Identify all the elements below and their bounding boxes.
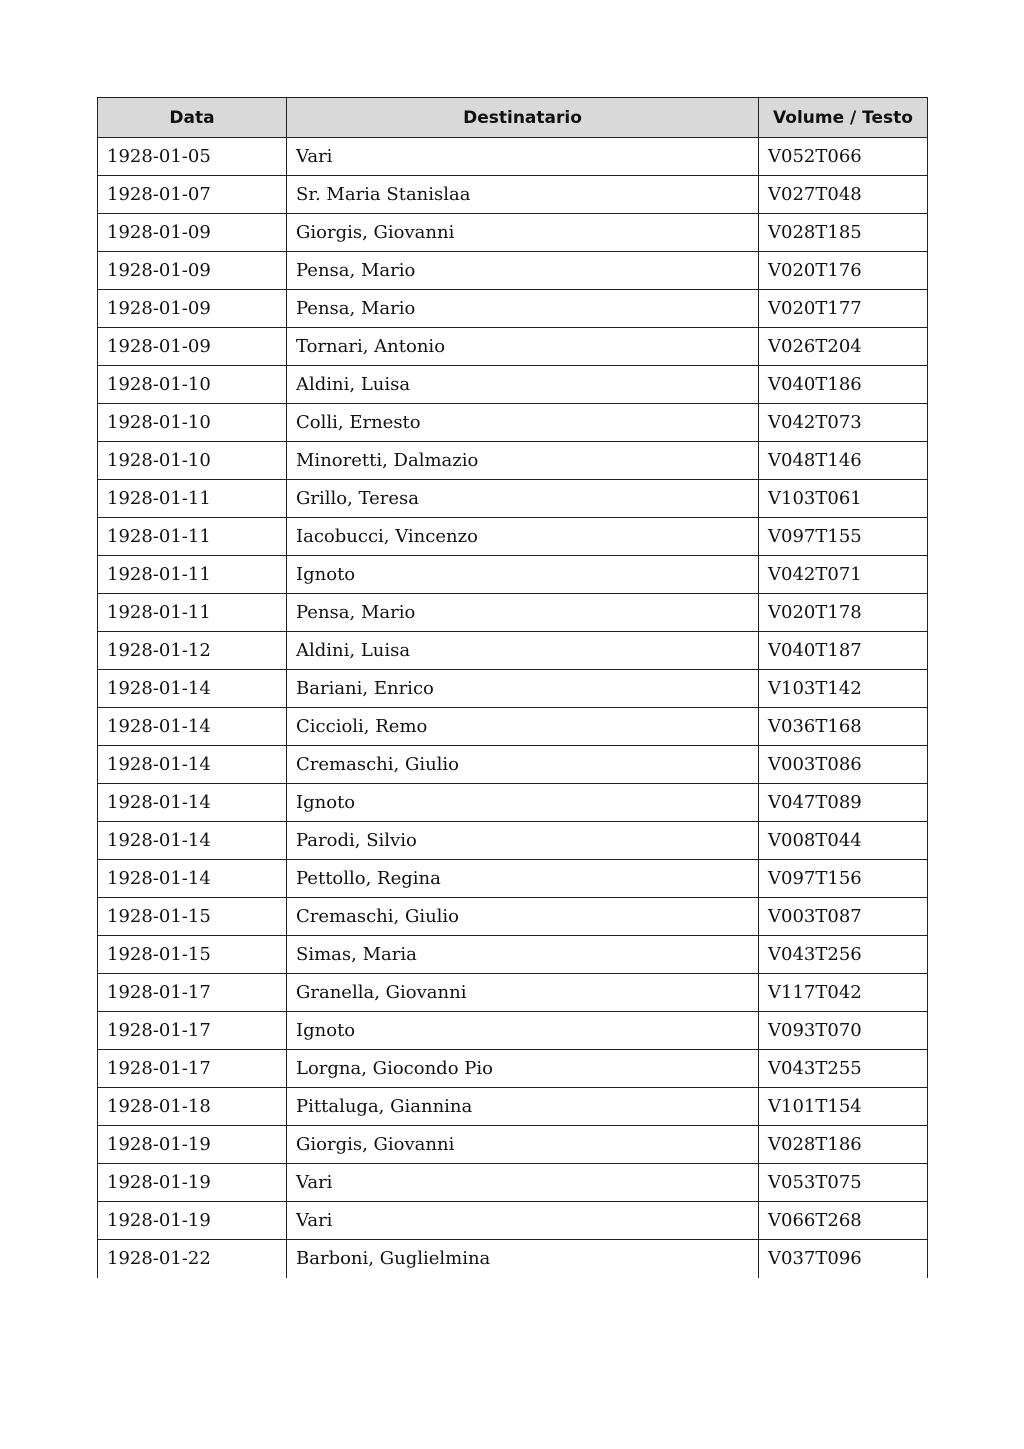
table-row: [98, 784, 928, 822]
table-row: [98, 290, 928, 328]
cell-recipient: Barboni, Guglielmina: [287, 1240, 759, 1278]
cell-recipient: Cremaschi, Giulio: [287, 746, 759, 784]
cell-date: 1928-01-10: [98, 366, 287, 404]
table-row: [98, 936, 928, 974]
cell-date: 1928-01-19: [98, 1126, 287, 1164]
cell-recipient: Ignoto: [287, 1012, 759, 1050]
table-row: [98, 594, 928, 632]
table-row: [98, 632, 928, 670]
table-row: [98, 746, 928, 784]
cell-date: 1928-01-10: [98, 442, 287, 480]
table-row: [98, 366, 928, 404]
cell-recipient: Pettollo, Regina: [287, 860, 759, 898]
cell-recipient: Sr. Maria Stanislaa: [287, 176, 759, 214]
cell-date: 1928-01-18: [98, 1088, 287, 1126]
cell-recipient: Ciccioli, Remo: [287, 708, 759, 746]
cell-recipient: Parodi, Silvio: [287, 822, 759, 860]
cell-recipient: Minoretti, Dalmazio: [287, 442, 759, 480]
table-row: [98, 1164, 928, 1202]
cell-recipient: Tornari, Antonio: [287, 328, 759, 366]
cell-date: 1928-01-14: [98, 822, 287, 860]
cell-date: 1928-01-11: [98, 556, 287, 594]
table-row: [98, 1050, 928, 1088]
table-row: [98, 1202, 928, 1240]
cell-recipient: Aldini, Luisa: [287, 366, 759, 404]
cell-volume: V003T087: [759, 898, 928, 936]
cell-date: 1928-01-15: [98, 936, 287, 974]
cell-date: 1928-01-09: [98, 214, 287, 252]
cell-volume: V097T156: [759, 860, 928, 898]
table-row: [98, 138, 928, 176]
cell-volume: V117T042: [759, 974, 928, 1012]
cell-date: 1928-01-05: [98, 138, 287, 176]
cell-recipient: Colli, Ernesto: [287, 404, 759, 442]
cell-volume: V020T177: [759, 290, 928, 328]
cell-recipient: Vari: [287, 1202, 759, 1240]
cell-date: 1928-01-14: [98, 784, 287, 822]
cell-recipient: Bariani, Enrico: [287, 670, 759, 708]
table-row: [98, 822, 928, 860]
table-row: [98, 442, 928, 480]
table-row: [98, 1012, 928, 1050]
cell-recipient: Simas, Maria: [287, 936, 759, 974]
cell-date: 1928-01-17: [98, 974, 287, 1012]
cell-recipient: Lorgna, Giocondo Pio: [287, 1050, 759, 1088]
cell-volume: V040T187: [759, 632, 928, 670]
cell-date: 1928-01-12: [98, 632, 287, 670]
cell-recipient: Vari: [287, 1164, 759, 1202]
cell-date: 1928-01-22: [98, 1240, 287, 1278]
cell-volume: V103T142: [759, 670, 928, 708]
cell-date: 1928-01-11: [98, 480, 287, 518]
cell-date: 1928-01-14: [98, 708, 287, 746]
cell-volume: V020T178: [759, 594, 928, 632]
cell-recipient: Giorgis, Giovanni: [287, 1126, 759, 1164]
table-row: [98, 1240, 928, 1278]
cell-date: 1928-01-19: [98, 1202, 287, 1240]
cell-recipient: Pensa, Mario: [287, 290, 759, 328]
table-row: [98, 708, 928, 746]
table-row: [98, 176, 928, 214]
cell-volume: V036T168: [759, 708, 928, 746]
cell-recipient: Aldini, Luisa: [287, 632, 759, 670]
cell-recipient: Grillo, Teresa: [287, 480, 759, 518]
table-row: [98, 214, 928, 252]
cell-volume: V048T146: [759, 442, 928, 480]
cell-volume: V043T255: [759, 1050, 928, 1088]
cell-recipient: Granella, Giovanni: [287, 974, 759, 1012]
cell-volume: V042T071: [759, 556, 928, 594]
table-row: [98, 480, 928, 518]
cell-date: 1928-01-14: [98, 860, 287, 898]
cell-volume: V028T185: [759, 214, 928, 252]
cell-volume: V042T073: [759, 404, 928, 442]
table-header: [98, 98, 928, 138]
table-body: [98, 138, 928, 1278]
cell-date: 1928-01-14: [98, 746, 287, 784]
cell-volume: V027T048: [759, 176, 928, 214]
cell-volume: V028T186: [759, 1126, 928, 1164]
cell-date: 1928-01-10: [98, 404, 287, 442]
cell-recipient: Cremaschi, Giulio: [287, 898, 759, 936]
table-row: [98, 556, 928, 594]
cell-recipient: Iacobucci, Vincenzo: [287, 518, 759, 556]
cell-volume: V043T256: [759, 936, 928, 974]
cell-date: 1928-01-11: [98, 518, 287, 556]
letters-table: [97, 97, 928, 1278]
cell-volume: V040T186: [759, 366, 928, 404]
table-row: [98, 1088, 928, 1126]
cell-date: 1928-01-17: [98, 1050, 287, 1088]
cell-date: 1928-01-14: [98, 670, 287, 708]
cell-recipient: Vari: [287, 138, 759, 176]
cell-recipient: Ignoto: [287, 784, 759, 822]
cell-recipient: Pensa, Mario: [287, 252, 759, 290]
table-header-row: [98, 98, 928, 138]
column-header-date: Data: [98, 98, 287, 138]
cell-date: 1928-01-09: [98, 290, 287, 328]
cell-date: 1928-01-17: [98, 1012, 287, 1050]
cell-date: 1928-01-09: [98, 252, 287, 290]
table-row: [98, 974, 928, 1012]
cell-date: 1928-01-19: [98, 1164, 287, 1202]
cell-volume: V053T075: [759, 1164, 928, 1202]
cell-volume: V020T176: [759, 252, 928, 290]
table-row: [98, 328, 928, 366]
cell-volume: V026T204: [759, 328, 928, 366]
table-row: [98, 1126, 928, 1164]
cell-volume: V093T070: [759, 1012, 928, 1050]
table-row: [98, 252, 928, 290]
cell-volume: V047T089: [759, 784, 928, 822]
cell-date: 1928-01-07: [98, 176, 287, 214]
cell-date: 1928-01-09: [98, 328, 287, 366]
cell-volume: V097T155: [759, 518, 928, 556]
cell-recipient: Giorgis, Giovanni: [287, 214, 759, 252]
cell-volume: V003T086: [759, 746, 928, 784]
cell-volume: V101T154: [759, 1088, 928, 1126]
cell-volume: V037T096: [759, 1240, 928, 1278]
cell-volume: V008T044: [759, 822, 928, 860]
cell-volume: V052T066: [759, 138, 928, 176]
cell-volume: V103T061: [759, 480, 928, 518]
table-row: [98, 898, 928, 936]
cell-recipient: Pittaluga, Giannina: [287, 1088, 759, 1126]
column-header-recipient: Destinatario: [287, 98, 759, 138]
cell-recipient: Ignoto: [287, 556, 759, 594]
cell-volume: V066T268: [759, 1202, 928, 1240]
table-row: [98, 860, 928, 898]
table-row: [98, 670, 928, 708]
cell-date: 1928-01-11: [98, 594, 287, 632]
table-row: [98, 518, 928, 556]
cell-recipient: Pensa, Mario: [287, 594, 759, 632]
table-row: [98, 404, 928, 442]
cell-date: 1928-01-15: [98, 898, 287, 936]
column-header-volume: Volume / Testo: [759, 98, 928, 138]
